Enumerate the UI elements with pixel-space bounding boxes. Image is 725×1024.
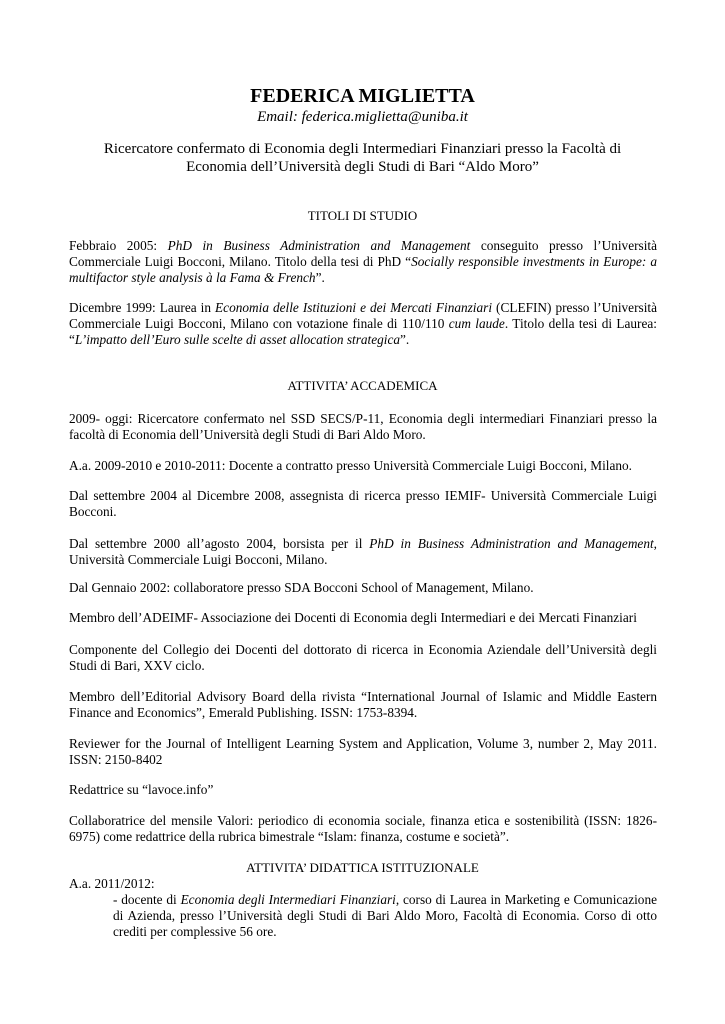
section-heading-accademica: ATTIVITA’ ACCADEMICA	[287, 378, 438, 393]
paragraph-borsista	[69, 536, 657, 568]
paragraph-docente: A.a. 2009-2010 e 2010-2011: Docente a contratto presso Università Commerciale Luigi Bocconi, Milano.	[69, 458, 633, 473]
text-italic: Socially responsible investments in Europe: a multifactor style analysis à la Fama & French	[69, 254, 657, 285]
text: , Università Commerciale Luigi Bocconi, Milano.	[69, 536, 657, 567]
text: Dal settembre 2000 all’agosto 2004, borsista per il	[69, 536, 370, 551]
didattica-item	[113, 892, 657, 940]
paragraph-adeimf: Membro dell’ADEIMF- Associazione dei Docenti di Economia degli Intermediari e dei Mercati Finanziari	[69, 610, 637, 625]
paragraph-sda: Dal Gennaio 2002: collaboratore presso SDA Bocconi School of Management, Milano.	[69, 580, 534, 595]
text: Febbraio 2005:	[69, 238, 168, 253]
text: conseguito presso l’Università Commerciale Luigi Bocconi, Milano. Titolo della tesi di PhD “	[69, 238, 657, 269]
role-description: Ricercatore confermato di Economia degli Intermediari Finanziari presso la Facoltà di Economia dell’Università degli Studi di Bari “Aldo Moro”	[103, 141, 622, 175]
text: , corso di Laurea in Marketing e Comunicazione di Azienda, presso l’Università degli Studi di Bari Aldo Moro, Facoltà di Economia. Corso di otto crediti per complessive 56 ore.	[113, 892, 657, 939]
header	[0, 84, 725, 126]
text-italic: PhD in Business Administration and Management	[369, 536, 654, 551]
paragraph-reviewer: Reviewer for the Journal of Intelligent Learning System and Application, Volume 3, number 2, May 2011. ISSN: 2150-8402	[69, 736, 657, 767]
paragraph-collegio: Componente del Collegio dei Docenti del dottorato di ricerca in Economia Aziendale dell’Università degli Studi di Bari, XXV ciclo.	[69, 642, 657, 673]
paragraph-valori: Collaboratrice del mensile Valori: periodico di economia sociale, finanza etica e sostenibilità (ISSN: 1826-6975) come redattrice della rubrica bimestrale “Islam: finanza, costume e società”.	[69, 813, 657, 844]
text-italic: cum laude	[448, 316, 505, 331]
paragraph-phd	[69, 238, 657, 286]
text: ”.	[315, 270, 325, 285]
paragraph-assegnista: Dal settembre 2004 al Dicembre 2008, assegnista di ricerca presso IEMIF- Università Commerciale Luigi Bocconi.	[69, 488, 657, 519]
text: ”.	[400, 332, 410, 347]
text: Dicembre 1999: Laurea in	[69, 300, 216, 315]
text: . Titolo della tesi di Laurea: “	[69, 316, 657, 347]
section-heading-titoli: TITOLI DI STUDIO	[307, 208, 418, 223]
paragraph-editorial: Membro dell’Editorial Advisory Board della rivista “International Journal of Islamic and Middle Eastern Finance and Economics”, Emerald Publishing. ISSN: 1753-8394.	[69, 689, 657, 720]
section-heading-didattica: ATTIVITA’ DIDATTICA ISTITUZIONALE	[246, 860, 479, 875]
text-italic: L’impatto dell’Euro sulle scelte di asset allocation strategica	[74, 332, 401, 347]
didattica-year: A.a. 2011/2012:	[69, 876, 155, 891]
paragraph-ricercatore: 2009- oggi: Ricercatore confermato nel SSD SECS/P-11, Economia degli intermediari Finanziari presso la facoltà di Economia dell’Università degli Studi di Bari Aldo Moro.	[69, 411, 657, 442]
paragraph-laurea	[69, 300, 657, 348]
paragraph-lavoce: Redattrice su “lavoce.info”	[69, 782, 214, 797]
person-name: FEDERICA MIGLIETTA	[250, 85, 475, 107]
email: Email: federica.miglietta@uniba.it	[257, 109, 468, 125]
text-italic: Economia delle Istituzioni e dei Mercati Finanziari	[215, 300, 493, 315]
text: (CLEFIN) presso l’Università Commerciale Luigi Bocconi, Milano con votazione finale di 110/110	[69, 300, 657, 331]
text-italic: Economia degli Intermediari Finanziari	[180, 892, 396, 907]
text: - docente di	[113, 892, 181, 907]
text-italic: PhD in Business Administration and Management	[167, 238, 471, 253]
